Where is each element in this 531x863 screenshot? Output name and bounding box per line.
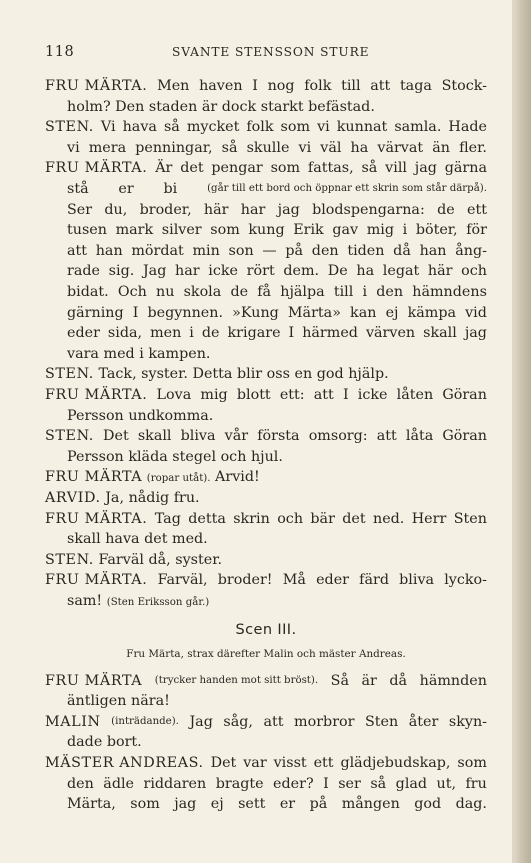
text-line	[67, 261, 487, 281]
word: och	[220, 448, 247, 465]
word: son	[228, 242, 254, 259]
word: som	[270, 160, 301, 177]
word: Det	[210, 755, 237, 771]
word: skyn-	[448, 713, 487, 730]
word: du,	[104, 201, 128, 218]
stage-direction: (går till ett bord och öppnar ett skrin som står därpå).	[207, 183, 487, 194]
speaker-name: FRU MÄRTA.	[45, 510, 148, 527]
word: ädle	[103, 775, 135, 792]
word: Sten	[453, 510, 487, 527]
word: jag	[277, 201, 300, 218]
word: de	[437, 201, 455, 218]
word: befästad.	[308, 98, 375, 115]
word: den	[67, 775, 94, 792]
word: haven	[199, 78, 243, 94]
word: det	[144, 531, 168, 548]
word: kung	[248, 222, 285, 239]
word: god	[316, 366, 344, 383]
word: Och	[117, 284, 147, 300]
word: att	[376, 428, 397, 445]
word: vill	[385, 160, 407, 177]
word: holm?	[67, 98, 111, 115]
word: en	[294, 366, 313, 383]
text-line	[67, 794, 487, 814]
word: vara	[67, 345, 99, 362]
word: Sten	[365, 713, 399, 730]
word: I	[323, 775, 329, 792]
word: rade	[67, 263, 100, 280]
word: låten	[396, 387, 434, 403]
word: bort.	[106, 734, 142, 751]
word: kampen.	[148, 345, 211, 362]
word: hämnden	[419, 672, 487, 689]
word: blodspengarna:	[312, 201, 425, 218]
word: Det	[103, 428, 129, 445]
text-line	[45, 570, 487, 590]
text-line	[67, 138, 487, 158]
word: såg,	[223, 713, 253, 730]
word: Arvid!	[215, 469, 260, 486]
word: detta	[188, 510, 226, 527]
word: penningar,	[135, 139, 213, 156]
page-number: 118	[45, 44, 75, 60]
text-line	[45, 712, 487, 732]
word: i	[189, 325, 194, 342]
text-line	[67, 774, 487, 794]
text-line	[67, 447, 487, 467]
word: som	[280, 119, 311, 136]
word: Farväl	[98, 551, 144, 568]
word: var	[243, 755, 267, 771]
word: i	[139, 345, 144, 362]
word: stå	[67, 181, 89, 197]
word: skrin	[233, 510, 270, 527]
word: fler.	[459, 139, 487, 156]
word: bliva	[180, 428, 216, 445]
speaker-name: FRU MÄRTA	[45, 469, 143, 486]
text-line	[45, 509, 487, 529]
word: hjälp.	[348, 366, 389, 383]
word: i	[402, 222, 408, 239]
word: nådig	[128, 490, 170, 506]
word: ej	[210, 796, 224, 813]
word: taga	[399, 78, 432, 94]
word: skulle	[246, 139, 290, 156]
word: så	[361, 160, 378, 177]
stage-direction: (trycker handen mot sitt bröst).	[154, 674, 319, 686]
word: Hade	[448, 119, 487, 136]
text-line	[67, 529, 487, 549]
word: syster.	[175, 551, 223, 568]
word: ett	[466, 201, 487, 218]
speaker-name: STEN.	[45, 366, 94, 383]
word: värvat	[377, 139, 424, 156]
text-line	[45, 671, 487, 691]
word: folk	[304, 78, 332, 94]
word: mig	[366, 222, 395, 239]
word: men	[150, 325, 182, 342]
page-header	[0, 44, 512, 64]
word: skall	[67, 531, 101, 548]
word: då	[389, 672, 408, 689]
word: er	[118, 181, 134, 197]
word: »Kung	[232, 304, 279, 321]
word: kan	[350, 304, 377, 321]
word: Må	[282, 572, 306, 589]
word: min	[192, 242, 220, 259]
word: blott	[236, 387, 271, 403]
word: gärna	[444, 160, 487, 177]
word: Vi	[100, 119, 116, 136]
word: sida,	[107, 325, 143, 342]
word: Herr	[411, 510, 447, 527]
word: skall	[423, 325, 457, 342]
word: —	[262, 242, 277, 259]
word: broder!	[217, 572, 273, 589]
word: staden	[148, 98, 198, 115]
word: böter,	[415, 222, 458, 239]
text-line	[67, 241, 487, 261]
word: hava	[105, 531, 140, 548]
word: hjälpa	[280, 284, 325, 300]
speaker-name: FRU MÄRTA.	[45, 572, 148, 589]
text-line	[67, 303, 487, 323]
word: Jag	[142, 263, 167, 280]
word: mången	[341, 796, 400, 813]
word: gav	[332, 222, 359, 239]
word: med	[103, 345, 135, 362]
word: jag	[464, 325, 487, 342]
word: på	[285, 242, 304, 259]
word: mark	[115, 222, 154, 239]
word: Detta	[192, 366, 233, 383]
word: är	[201, 98, 218, 115]
speaker-name: FRU MÄRTA.	[45, 387, 148, 403]
word: de	[230, 284, 249, 300]
page-edge	[512, 0, 531, 863]
word: kunnat	[336, 119, 388, 136]
text-line	[67, 591, 487, 611]
word: kläda	[128, 448, 168, 465]
word: bliva	[399, 572, 435, 589]
word: bidat.	[67, 284, 109, 300]
word: mig	[200, 387, 228, 403]
word: oss	[266, 366, 290, 383]
word: vi	[67, 139, 80, 156]
word: Jag	[189, 713, 213, 730]
word: färd	[359, 572, 389, 589]
word: jag	[174, 796, 197, 813]
word: som	[130, 796, 160, 813]
word: mycket	[186, 119, 240, 136]
word: den	[311, 242, 339, 259]
word: att	[370, 78, 391, 94]
word: Märta,	[67, 796, 116, 813]
speaker-name: STEN.	[45, 119, 94, 136]
word: hava	[122, 119, 157, 136]
word: då	[393, 242, 411, 259]
word: Är	[155, 160, 173, 177]
word: då,	[148, 551, 171, 568]
text-line	[67, 220, 487, 240]
word: Erik	[293, 222, 324, 239]
word: morbror	[294, 713, 355, 730]
speaker-name: STEN.	[45, 428, 94, 445]
word: Märta»	[287, 304, 341, 321]
word: härmed	[302, 325, 358, 342]
word: ej	[385, 304, 399, 321]
word: legat	[382, 263, 420, 280]
word: Den	[115, 98, 145, 115]
word: visst	[273, 755, 307, 771]
word: har	[175, 263, 200, 280]
text-line	[67, 97, 487, 117]
text-line	[67, 200, 487, 220]
speaker-name: FRU MÄRTA	[45, 672, 143, 689]
word: som	[210, 222, 240, 239]
word: Ja,	[105, 490, 125, 506]
word: här	[203, 201, 229, 218]
word: mördat	[131, 242, 184, 259]
word: få	[257, 284, 272, 300]
word: för	[466, 222, 487, 239]
text-line	[45, 488, 487, 508]
word: fru	[465, 775, 487, 792]
word: I	[252, 78, 258, 94]
word: Tag	[154, 510, 181, 527]
word: fru.	[173, 490, 200, 506]
text-line	[45, 76, 487, 96]
word: samla.	[394, 119, 442, 136]
word: stegel	[172, 448, 217, 465]
word: riddaren	[143, 775, 207, 792]
word: icke	[357, 387, 388, 403]
word: sett	[238, 796, 266, 813]
word: vid	[465, 304, 487, 321]
text-line	[67, 691, 487, 711]
text-line	[67, 282, 487, 302]
text-line	[67, 179, 487, 199]
speaker-name: MALIN	[45, 713, 101, 730]
running-head: SVANTE STENSSON STURE	[172, 45, 370, 59]
word: rört	[246, 263, 275, 280]
word: undkomma.	[128, 407, 214, 424]
word: i	[362, 284, 368, 300]
word: bär	[310, 510, 335, 527]
word: ha	[356, 263, 375, 280]
word: Farväl,	[157, 572, 208, 589]
text-line	[45, 550, 487, 570]
word: han	[95, 242, 123, 259]
word: äntligen	[67, 693, 127, 710]
word: eder	[316, 572, 349, 589]
word: sig.	[108, 263, 135, 280]
word: väl	[320, 139, 342, 156]
speaker-name: FRU MÄRTA.	[45, 78, 148, 94]
speaker-name: FRU MÄRTA.	[45, 160, 148, 177]
word: eder	[67, 325, 100, 342]
word: till	[333, 284, 354, 300]
word: glad	[395, 775, 428, 792]
word: bi	[163, 181, 178, 197]
word: skola	[183, 284, 222, 300]
word: att	[67, 242, 88, 259]
word: Lova	[156, 387, 192, 403]
word: Ser	[67, 201, 93, 218]
speaker-name: STEN.	[45, 551, 94, 568]
word: blir	[236, 366, 263, 383]
word: ned.	[372, 510, 405, 527]
word: Göran	[442, 428, 487, 445]
stage-direction: (ropar utåt).	[146, 473, 211, 485]
word: Persson	[67, 448, 124, 465]
word: syster.	[141, 366, 188, 383]
text-line	[45, 364, 487, 384]
word: så	[163, 119, 180, 136]
word: god	[414, 796, 442, 813]
word: ha	[350, 139, 369, 156]
word: ett:	[279, 387, 305, 403]
text-line	[45, 385, 487, 405]
word: med.	[172, 531, 208, 548]
word: och	[461, 263, 487, 280]
word: fattas,	[307, 160, 354, 177]
word: den	[376, 284, 404, 300]
word: dock	[221, 98, 257, 115]
word: dem.	[283, 263, 320, 280]
word: omsorg:	[308, 428, 368, 445]
text-line	[67, 344, 487, 364]
word: mera	[88, 139, 127, 156]
word: de	[201, 325, 220, 342]
word: ett	[313, 755, 334, 771]
word: åter	[408, 713, 439, 730]
word: som	[457, 755, 487, 771]
word: glädjebudskap,	[340, 755, 451, 771]
word: så	[221, 139, 238, 156]
word: silver	[161, 222, 202, 239]
word: I	[288, 325, 295, 342]
word: har	[240, 201, 266, 218]
word: vi	[317, 119, 330, 136]
text-line	[45, 426, 487, 446]
text-line	[67, 732, 487, 752]
text-line	[45, 753, 487, 773]
word: att	[263, 713, 284, 730]
word: skall	[137, 428, 172, 445]
word: jag	[414, 160, 437, 177]
word: I	[132, 304, 139, 321]
word: nu	[155, 284, 175, 300]
scene-heading: Scen III.	[235, 621, 297, 638]
word: första	[257, 428, 300, 445]
word: låta	[405, 428, 434, 445]
word: dag.	[455, 796, 487, 813]
word: Persson	[67, 407, 124, 424]
word: pengar	[211, 160, 263, 177]
text-line	[67, 406, 487, 426]
word: ång-	[455, 242, 487, 259]
word: Så	[330, 672, 349, 689]
word: De	[327, 263, 348, 280]
word: han	[419, 242, 447, 259]
word: I	[342, 387, 349, 403]
text-line	[45, 117, 487, 137]
word: hämndens	[412, 284, 487, 300]
word: än	[432, 139, 450, 156]
word: krigare	[227, 325, 281, 342]
word: er	[279, 796, 296, 813]
word: Göran	[442, 387, 487, 403]
word: folk	[246, 119, 274, 136]
text-line	[45, 158, 487, 178]
word: bragte	[215, 775, 264, 792]
text-line	[45, 467, 487, 487]
word: Men	[157, 78, 190, 94]
word: är	[361, 672, 377, 689]
word: det	[180, 160, 204, 177]
word: Tack,	[98, 366, 137, 383]
stage-direction: (inträdande).	[111, 715, 179, 727]
word: på	[309, 796, 328, 813]
word: här	[427, 263, 453, 280]
word: tusen	[67, 222, 107, 239]
word: till	[341, 78, 361, 94]
word: Stock-	[441, 78, 487, 94]
stage-direction: (Sten Eriksson går.)	[106, 597, 210, 608]
word: värven	[365, 325, 416, 342]
word: icke	[208, 263, 238, 280]
word: broder,	[139, 201, 192, 218]
word: att	[313, 387, 334, 403]
word: nog	[267, 78, 295, 94]
word: begynnen.	[147, 304, 224, 321]
word: vi	[298, 139, 312, 156]
text-line	[67, 323, 487, 343]
word: kämpa	[407, 304, 456, 321]
speaker-name: ARVID.	[45, 490, 101, 506]
word: ser	[338, 775, 361, 792]
word: hjul.	[250, 448, 283, 465]
word: vår	[224, 428, 249, 445]
scene-cast: Fru Märta, strax därefter Malin och mäster Andreas.	[126, 647, 406, 660]
word: dade	[67, 734, 103, 751]
word: tiden	[347, 242, 385, 259]
word: ut,	[436, 775, 457, 792]
word: gärning	[67, 304, 124, 321]
speaker-name: MÄSTER ANDREAS.	[45, 755, 204, 771]
word: nära!	[131, 693, 170, 710]
word: det	[342, 510, 366, 527]
word: lycko-	[444, 572, 487, 589]
word: sam!	[67, 593, 103, 609]
word: starkt	[260, 98, 304, 115]
word: och	[277, 510, 304, 527]
word: så	[370, 775, 387, 792]
word: eder?	[273, 775, 314, 792]
